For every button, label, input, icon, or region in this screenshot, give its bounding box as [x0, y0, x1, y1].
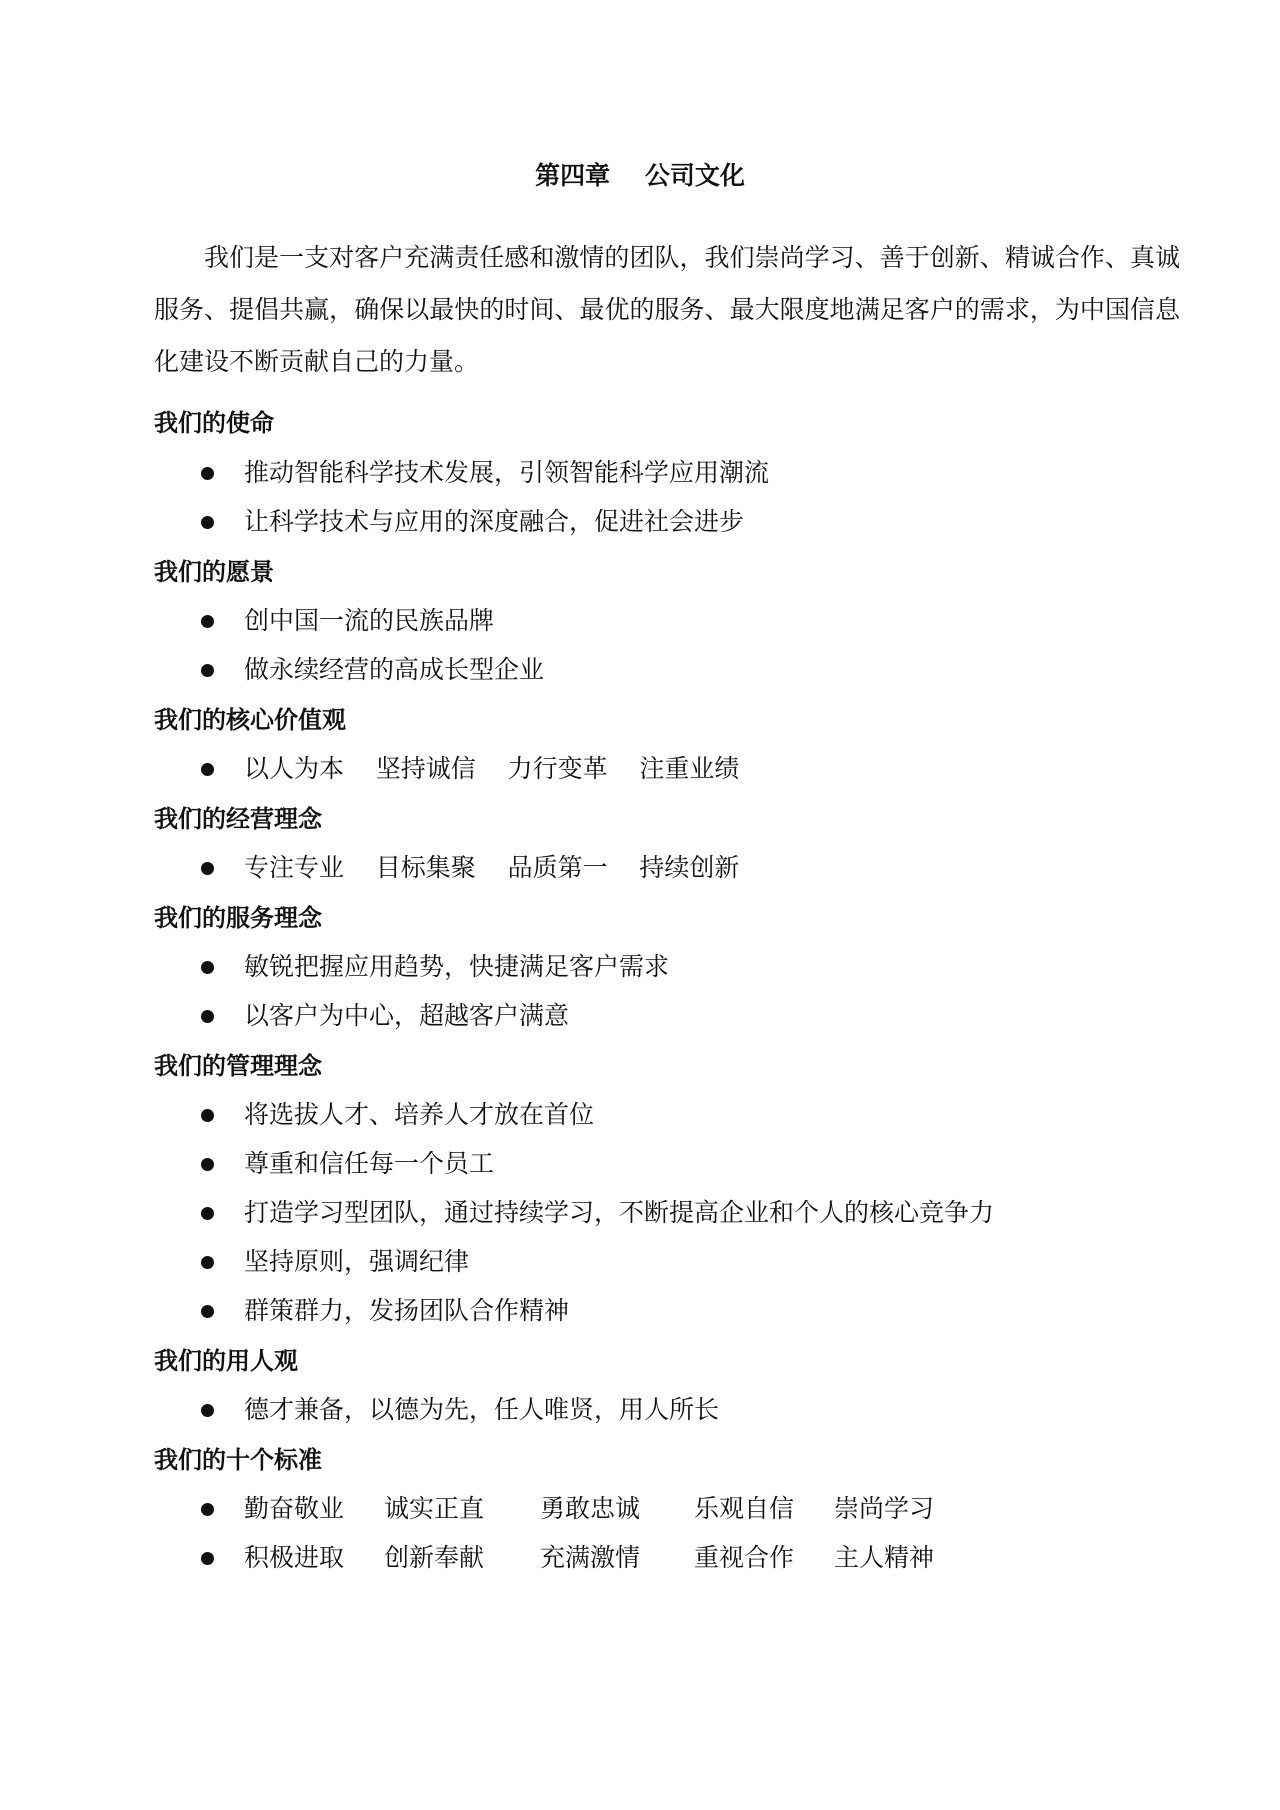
bullet-icon: [201, 467, 214, 480]
section-heading-ten-standards: 我们的十个标准: [154, 1446, 322, 1474]
bullet-icon: [201, 1109, 214, 1122]
standard-item: 勤奋敬业: [244, 1494, 345, 1523]
list-item-text: 尊重和信任每一个员工: [244, 1149, 495, 1178]
bullet-icon: [201, 516, 214, 529]
list-item-text: 推动智能科学技术发展，引领智能科学应用潮流: [244, 458, 770, 487]
section-heading-core-values: 我们的核心价值观: [154, 706, 346, 734]
list-item-text: 群策群力，发扬团队合作精神: [244, 1296, 570, 1325]
list-item-text: 敏锐把握应用趋势，快捷满足客户需求: [244, 952, 670, 981]
bullet-icon: [201, 1158, 214, 1171]
standard-item: 诚实正直: [384, 1494, 485, 1523]
list-item-text: 坚持原则，强调纪律: [244, 1247, 470, 1276]
standard-item: 重视合作: [694, 1543, 795, 1572]
standard-item: 勇敢忠诚: [540, 1494, 641, 1523]
standard-item: 崇尚学习: [834, 1494, 935, 1523]
bullet-icon: [201, 1552, 214, 1565]
bullet-icon: [201, 1404, 214, 1417]
section-heading-talent-view: 我们的用人观: [154, 1347, 298, 1375]
list-item-text: 以客户为中心，超越客户满意: [244, 1001, 570, 1030]
intro-paragraph: 我们是一支对客户充满责任感和激情的团队，我们崇尚学习、善于创新、精诚合作、真诚服务、提倡共赢，确保以最快的时间、最优的服务、最大限度地满足客户的需求，为中国信息化建设不断贡献自己的力量。: [154, 243, 1180, 376]
bullet-icon: [201, 1256, 214, 1269]
standard-item: 充满激情: [540, 1543, 641, 1572]
standard-item: 主人精神: [834, 1543, 935, 1572]
list-item-text: 做永续经营的高成长型企业: [244, 655, 545, 684]
bullet-icon: [201, 1305, 214, 1318]
bullet-icon: [201, 961, 214, 974]
list-item-text: 将选拔人才、培养人才放在首位: [244, 1100, 595, 1129]
bullet-icon: [201, 615, 214, 628]
list-item-text: 创中国一流的民族品牌: [244, 606, 495, 635]
bullet-icon: [201, 763, 214, 776]
standards-row: [196, 1491, 996, 1527]
section-heading-service-philosophy: 我们的服务理念: [154, 904, 322, 932]
list-item-text: 打造学习型团队，通过持续学习，不断提高企业和个人的核心竞争力: [244, 1198, 995, 1227]
section-heading-business-philosophy: 我们的经营理念: [154, 805, 322, 833]
chapter-title: 第四章 公司文化: [535, 161, 745, 190]
bullet-icon: [201, 1207, 214, 1220]
section-heading-mission: 我们的使命: [154, 409, 274, 437]
section-heading-vision: 我们的愿景: [154, 558, 274, 586]
list-item-text: 德才兼备，以德为先，任人唯贤，用人所长: [244, 1395, 720, 1424]
standard-item: 乐观自信: [694, 1494, 795, 1523]
standard-item: 积极进取: [244, 1543, 345, 1572]
standard-item: 创新奉献: [384, 1543, 485, 1572]
bullet-icon: [201, 862, 214, 875]
list-item-text: 让科学技术与应用的深度融合，促进社会进步: [244, 507, 745, 536]
list-item-text: 以人为本 坚持诚信 力行变革 注重业绩: [244, 754, 740, 783]
list-item-text: 专注专业 目标集聚 品质第一 持续创新: [244, 853, 740, 882]
bullet-icon: [201, 664, 214, 677]
standards-row: [196, 1540, 996, 1576]
section-heading-management-philosophy: 我们的管理理念: [154, 1052, 322, 1080]
bullet-icon: [201, 1503, 214, 1516]
bullet-icon: [201, 1010, 214, 1023]
